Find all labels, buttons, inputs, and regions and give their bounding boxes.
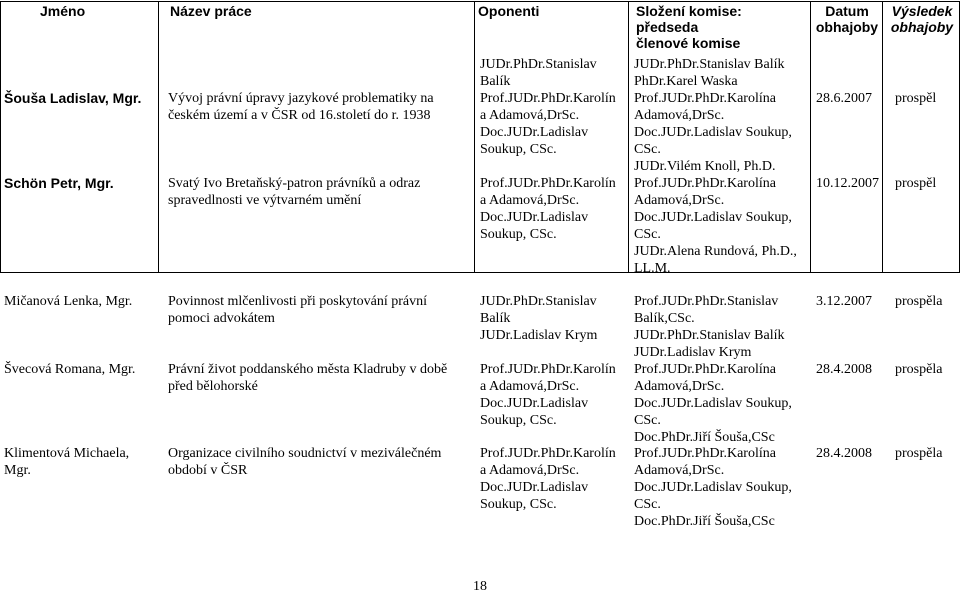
table-row-thesis: Povinnost mlčenlivosti při poskytování právní pomoci advokátem <box>168 294 427 326</box>
table-row-thesis: Svatý Ivo Bretaňský-patron právníků a odraz spravedlnosti ve výtvarném umění <box>168 176 421 208</box>
table-row-name: Schön Petr, Mgr. <box>4 175 114 191</box>
table-top-border <box>0 1 960 2</box>
table-row-committee: Prof.JUDr.PhDr.Stanislav Balík,CSc. JUDr.PhDr.Stanislav Balík JUDr.Ladislav Krym <box>634 294 785 360</box>
table-row-date: 28.4.2008 <box>816 446 872 461</box>
table-row-opponents: Prof.JUDr.PhDr.Karolín a Adamová,DrSc. Doc.JUDr.Ladislav Soukup, CSc. <box>480 362 616 428</box>
table-row-date: 10.12.2007 <box>816 176 879 191</box>
column-divider <box>0 1 1 272</box>
table-bottom-border <box>0 272 960 273</box>
table-row-opponents: JUDr.PhDr.Stanislav Balík Prof.JUDr.PhDr.Karolín a Adamová,DrSc. Doc.JUDr.Ladislav Soukup, CSc. <box>480 57 616 157</box>
column-divider <box>474 1 475 272</box>
page-number: 18 <box>473 579 487 594</box>
table-row-opponents: JUDr.PhDr.Stanislav Balík JUDr.Ladislav Krym <box>480 294 598 343</box>
table-row-date: 3.12.2007 <box>816 294 872 309</box>
table-row-result: prospěl <box>895 91 937 106</box>
table-row-result: prospěl <box>895 176 937 191</box>
header-committee: Složení komise: předseda členové komise <box>636 3 742 51</box>
header-result: Výsledek obhajoby <box>890 3 954 35</box>
table-row-result: prospěla <box>895 294 943 309</box>
header-date: Datum obhajoby <box>815 3 879 35</box>
table-row-committee: Prof.JUDr.PhDr.Karolína Adamová,DrSc. Doc.JUDr.Ladislav Soukup, CSc. JUDr.Alena Rundová, Ph.D., LL.M. <box>634 176 797 276</box>
table-row-result: prospěla <box>895 362 943 377</box>
table-row-result: prospěla <box>895 446 943 461</box>
table-row-date: 28.4.2008 <box>816 362 872 377</box>
table-row-name: Švecová Romana, Mgr. <box>4 362 136 377</box>
table-row-name: Mičanová Lenka, Mgr. <box>4 294 133 309</box>
header-name: Jméno <box>40 3 86 19</box>
table-row-committee: JUDr.PhDr.Stanislav Balík PhDr.Karel Waska Prof.JUDr.PhDr.Karolína Adamová,DrSc. Doc.JUDr.Ladislav Soukup, CSc. JUDr.Vilém Knoll, Ph.D. <box>634 57 792 174</box>
column-divider <box>882 1 883 272</box>
table-row-opponents: Prof.JUDr.PhDr.Karolín a Adamová,DrSc. Doc.JUDr.Ladislav Soukup, CSc. <box>480 446 616 512</box>
table-row-name: Klimentová Michaela, Mgr. <box>4 446 130 478</box>
column-divider <box>628 1 629 272</box>
table-row-thesis: Organizace civilního soudnictví v meziválečném období v ČSR <box>168 446 442 478</box>
table-row-committee: Prof.JUDr.PhDr.Karolína Adamová,DrSc. Doc.JUDr.Ladislav Soukup, CSc. Doc.PhDr.Jiří Šouša,CSc <box>634 446 792 529</box>
table-row-thesis: Vývoj právní úpravy jazykové problematiky na českém území a v ČSR od 16.století do r. 1938 <box>168 91 434 123</box>
table-row-opponents: Prof.JUDr.PhDr.Karolín a Adamová,DrSc. Doc.JUDr.Ladislav Soukup, CSc. <box>480 176 616 242</box>
header-opponents: Oponenti <box>478 3 540 19</box>
table-row-name: Šouša Ladislav, Mgr. <box>4 90 142 106</box>
table-row-date: 28.6.2007 <box>816 91 872 106</box>
table-row-committee: Prof.JUDr.PhDr.Karolína Adamová,DrSc. Doc.JUDr.Ladislav Soukup, CSc. Doc.PhDr.Jiří Šouša,CSc <box>634 362 792 445</box>
column-divider <box>158 1 159 272</box>
table-row-thesis: Právní život poddanského města Kladruby v době před bělohorské <box>168 362 448 394</box>
header-thesis: Název práce <box>170 3 252 19</box>
